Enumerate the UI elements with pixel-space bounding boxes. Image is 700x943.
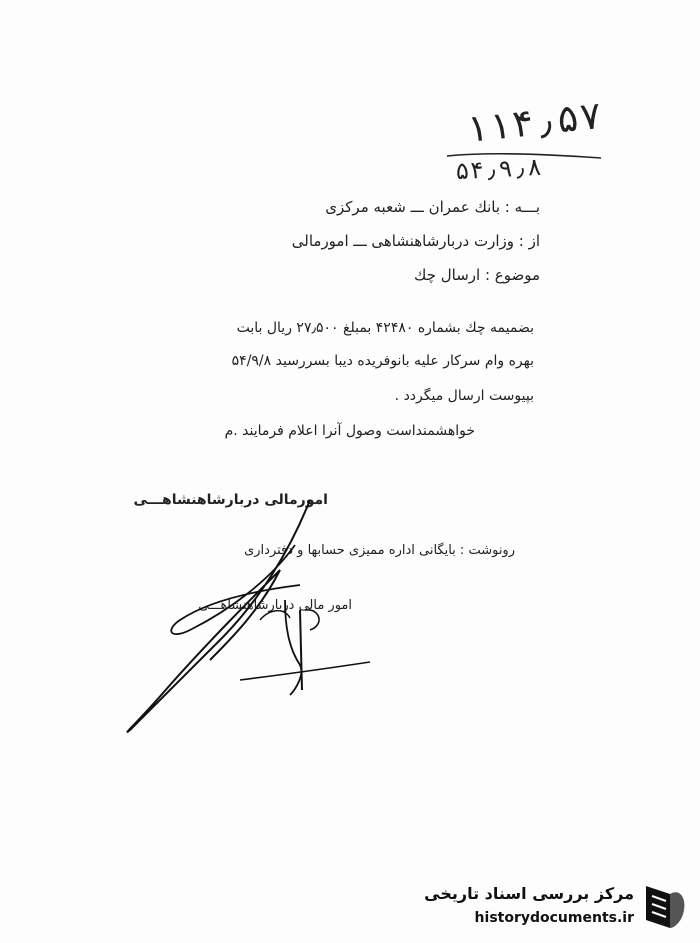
body-line-1: بضمیمه چك بشماره ۴۲۴۸۰ بمبلغ ۲۷٫۵۰۰ ریال بابت: [236, 320, 534, 336]
copy-line: رونوشت : بایگانی اداره ممیزی حسابها و دفترداری: [244, 543, 515, 558]
handwritten-reference-date: ۵۴٫۹٫۸: [454, 152, 543, 186]
body-line-2: بهره وام سرکار علیه بانوفریده دیبا بسررسید ۵۴/۹/۸: [231, 353, 534, 369]
watermark-url: historydocuments.ir: [474, 910, 634, 926]
book-logo-icon: [640, 880, 688, 932]
handwritten-reference-number: ۱۱۴٫۵۷: [463, 92, 605, 152]
copy-line-2: امور مالی دربارشاهنشاهـــی: [198, 598, 352, 613]
to-line: بـــه : بانك عمران ـــ شعبه مرکزی: [325, 198, 540, 216]
watermark-title: مرکز بررسی اسناد تاریخی: [424, 884, 634, 903]
signatory-line: امورمالی دربارشاهنشاهـــی: [133, 492, 328, 508]
signature-scribble: [110, 490, 390, 740]
body-line-4: خواهشمنداست وصول آنرا اعلام فرمایند .م: [224, 423, 475, 439]
body-line-3: بپیوست ارسال میگردد .: [394, 388, 534, 404]
subject-line: موضوع : ارسال چك: [414, 266, 540, 284]
from-line: از : وزارت دربارشاهنشاهی ـــ امورمالی: [291, 232, 540, 250]
